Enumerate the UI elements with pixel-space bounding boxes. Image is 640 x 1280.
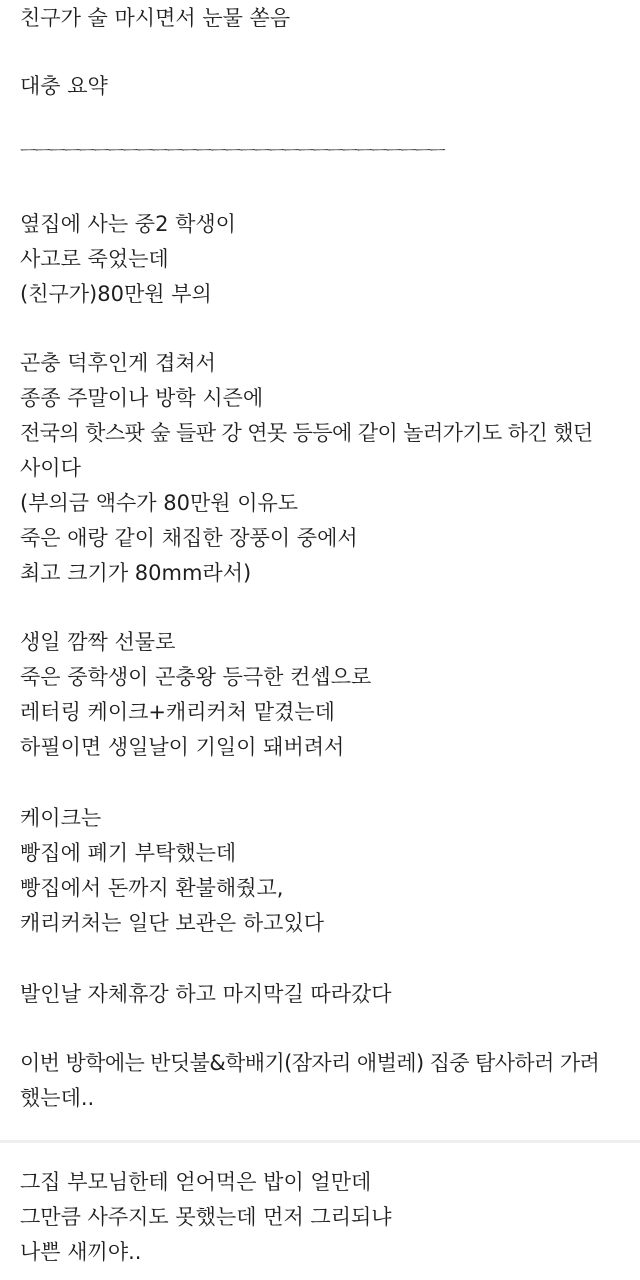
text-line: 죽은 중학생이 곤충왕 등극한 컨셉으로: [20, 665, 372, 689]
text-line: 옆집에 사는 중2 학생이: [20, 212, 236, 236]
text-line: 생일 깜짝 선물로: [20, 630, 176, 654]
text-line: (친구가)80만원 부의: [20, 282, 212, 306]
text-line: 발인날 자체휴강 하고 마지막길 따라갔다: [20, 982, 392, 1006]
post-subtitle: 대충 요약: [20, 74, 108, 98]
text-line: 사이다: [20, 456, 81, 480]
text-line: 그만큼 사주지도 못했는데 먼저 그리되냐: [20, 1205, 392, 1229]
text-line: 사고로 죽었는데: [20, 247, 169, 271]
text-line: 그집 부모님한테 얻어먹은 밥이 얼만데: [20, 1170, 372, 1194]
text-line: 전국의 핫스팟 숲 들판 강 연못 등등에 같이 놀러가기도 하긴 했던: [20, 421, 593, 445]
text-line: 이번 방학에는 반딧불&학배기(잠자리 애벌레) 집중 탐사하러 가려: [20, 1051, 600, 1075]
post-title: 친구가 술 마시면서 눈물 쏟음: [20, 6, 291, 30]
divider-line: ㅡㅡㅡㅡㅡㅡㅡㅡㅡㅡㅡㅡㅡㅡㅡㅡㅡㅡㅡㅡㅡㅡㅡㅡㅡㅡㅡㅡㅡ: [20, 142, 445, 162]
text-line: (부의금 액수가 80만원 이유도: [20, 491, 299, 515]
screenshot-seam: [0, 1140, 640, 1143]
text-line: 최고 크기가 80mm라서): [20, 561, 252, 585]
text-line: 레터링 케이크+캐리커처 맡겼는데: [20, 700, 335, 724]
text-line: 했는데..: [20, 1086, 95, 1110]
text-line: 죽은 애랑 같이 채집한 장풍이 중에서: [20, 526, 358, 550]
text-line: 캐리커처는 일단 보관은 하고있다: [20, 911, 325, 935]
text-line: 케이크는: [20, 806, 102, 830]
text-line: 빵집에서 돈까지 환불해줬고,: [20, 876, 284, 900]
text-line: 하필이면 생일날이 기일이 돼버려서: [20, 735, 345, 759]
text-line: 나쁜 새끼야..: [20, 1240, 142, 1264]
text-line: 종종 주말이나 방학 시즌에: [20, 386, 264, 410]
text-line: 곤충 덕후인게 겹쳐서: [20, 351, 216, 375]
text-line: 빵집에 폐기 부탁했는데: [20, 841, 237, 865]
